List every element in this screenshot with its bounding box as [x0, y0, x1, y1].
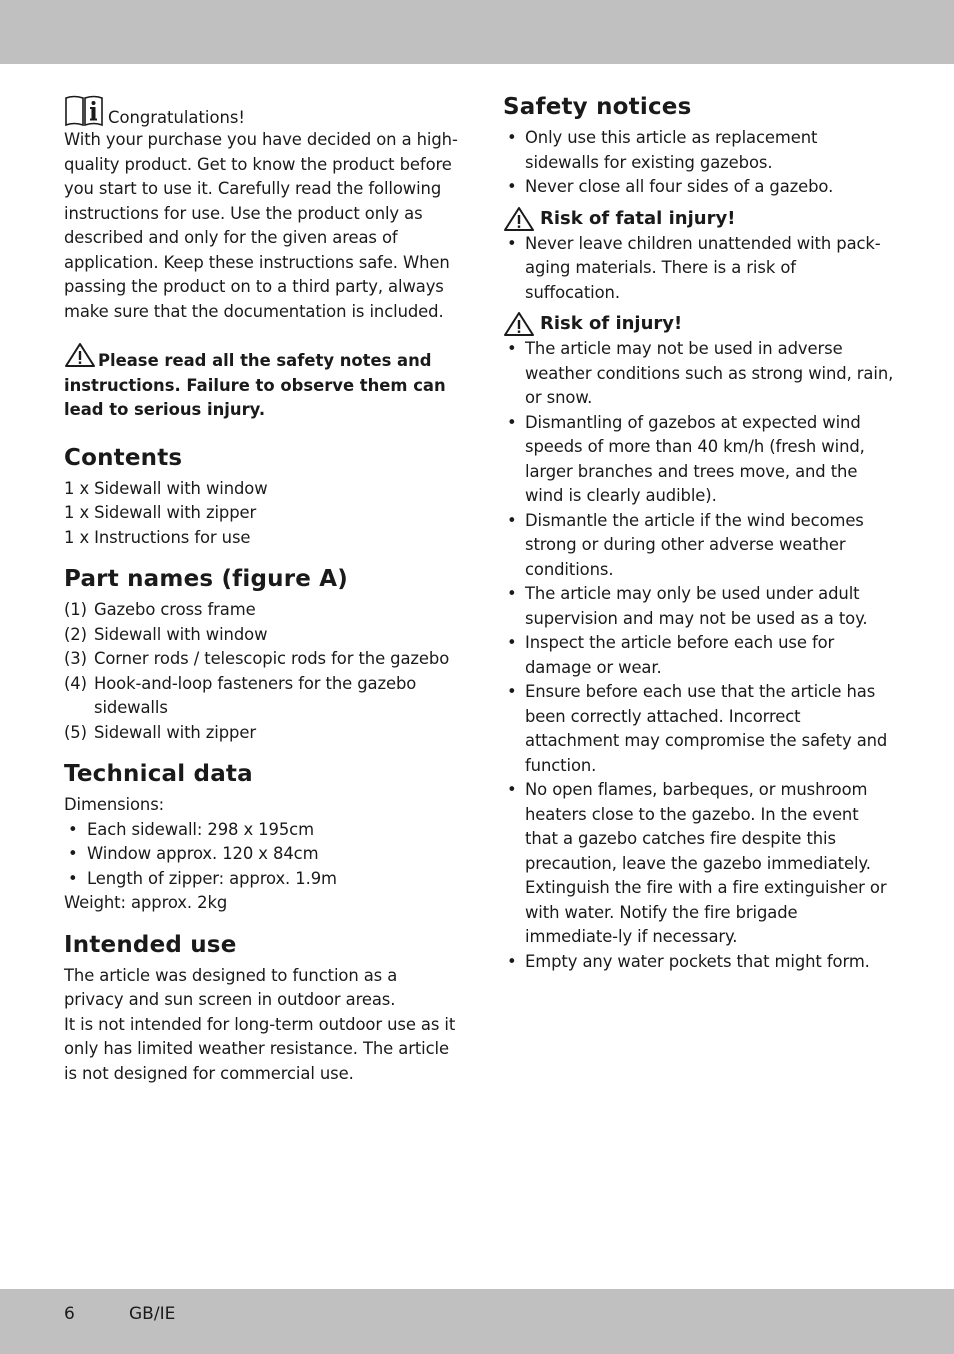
- info-book-icon: [64, 94, 104, 128]
- contents-heading: Contents: [64, 444, 183, 471]
- left-column: [64, 94, 459, 1086]
- contents-list: [64, 477, 459, 551]
- list-item: (3) Corner rods / telescopic rods for the gazebo: [64, 649, 450, 668]
- fire-extra-text: Extinguish the fire with a fire extinguisher or with water. Notify the fire brigade immediate-ly if necessary.: [525, 878, 887, 946]
- list-item: (2) Sidewall with window: [64, 624, 268, 644]
- fatal-injury-heading: Risk of fatal injury!: [503, 206, 895, 232]
- right-column: [503, 92, 895, 974]
- page-number: 6: [64, 1304, 75, 1324]
- dimensions-list: [64, 818, 459, 892]
- list-item: • Never leave children unattended with pack-aging materials. There is a risk of suffocation.: [503, 232, 895, 306]
- intended-use-heading: Intended use: [64, 931, 237, 958]
- list-item: • Never close all four sides of a gazebo.: [503, 175, 895, 200]
- list-item: • Dismantle the article if the wind becomes strong or during other adverse weather conditions.: [503, 509, 895, 583]
- part-names-heading: Part names (figure A): [64, 566, 348, 592]
- intended-use-p2: It is not intended for long-term outdoor use as it only has limited weather resistance. The article is not designed for commercial use.: [64, 1014, 456, 1083]
- dimensions-label: Dimensions:: [64, 795, 165, 814]
- fatal-injury-list: [503, 232, 895, 306]
- congrats-text: Congratulations!: [108, 108, 245, 127]
- header-band: [0, 0, 954, 64]
- safety-heading: Safety notices: [503, 94, 692, 120]
- list-item: • Length of zipper: approx. 1.9m: [64, 867, 459, 892]
- intended-use-p1: The article was designed to function as a privacy and sun screen in outdoor areas.: [64, 965, 398, 1009]
- intro-warning: Please read all the safety notes and instructions. Failure to observe them can lead to serious injury.: [64, 342, 459, 423]
- warning-triangle-icon: [64, 342, 96, 368]
- warning-triangle-icon: [503, 311, 537, 337]
- intro-paragraph: With your purchase you have decided on a high-quality product. Get to know the product before you start to use it. Carefully read the following instructions for use. Use the product only as described and only for the given areas of application. Keep these instructions safe. When passing the product on to a third party, always make sure that the documentation is included.: [64, 130, 458, 321]
- language-code: GB/IE: [129, 1304, 176, 1324]
- intro-congrats: [64, 94, 459, 128]
- list-item: • The article may only be used under adult supervision and may not be used as a toy.: [503, 582, 895, 631]
- list-item: • Ensure before each use that the article has been correctly attached. Incorrect attachment may compromise the safety and function.: [503, 680, 895, 778]
- list-item: (4) Hook-and-loop fasteners for the gazebo sidewalls: [64, 673, 417, 717]
- list-item: • Window approx. 120 x 84cm: [64, 842, 459, 867]
- list-item: • Empty any water pockets that might form.: [503, 950, 895, 975]
- list-item: • Only use this article as replacement sidewalls for existing gazebos.: [503, 126, 895, 175]
- weight-text: Weight: approx. 2kg: [64, 893, 228, 912]
- list-item: • The article may not be used in adverse weather conditions such as strong wind, rain, or snow.: [503, 337, 895, 411]
- list-item: 1 x Sidewall with zipper: [64, 503, 257, 522]
- technical-heading: Technical data: [64, 761, 253, 787]
- list-item: 1 x Instructions for use: [64, 527, 251, 547]
- safety-general-list: [503, 126, 895, 200]
- list-item: • No open flames, barbeques, or mushroom heaters close to the gazebo. In the event that a gazebo catches fire despite this precaution, leave the gazebo immediately. Extinguish the fire with a fire extinguisher or with water. Notify the fire brigade immediate-ly if necessary.: [503, 778, 895, 950]
- list-item: (1) Gazebo cross frame: [64, 600, 256, 619]
- list-item: • Each sidewall: 298 x 195cm: [64, 818, 459, 843]
- injury-list: [503, 337, 895, 974]
- list-item: • Dismantling of gazebos at expected wind speeds of more than 40 km/h (fresh wind, larger branches and trees move, and the wind is clearly audible).: [503, 411, 895, 509]
- list-item: (5) Sidewall with zipper: [64, 722, 256, 742]
- list-item: 1 x Sidewall with window: [64, 478, 268, 498]
- part-names-list: [64, 598, 459, 745]
- warning-triangle-icon: [503, 206, 537, 232]
- injury-heading: Risk of injury!: [503, 311, 895, 337]
- list-item: • Inspect the article before each use for damage or wear.: [503, 631, 895, 680]
